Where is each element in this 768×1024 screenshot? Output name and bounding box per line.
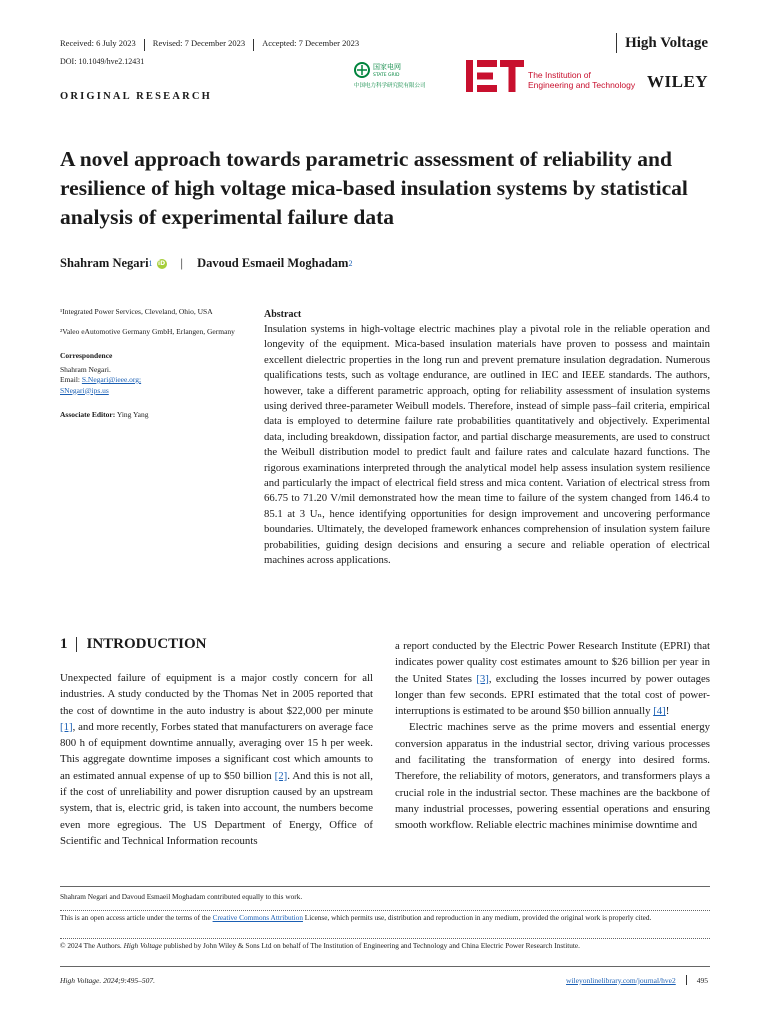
license-link[interactable]: Creative Commons Attribution: [212, 913, 303, 922]
section-title: INTRODUCTION: [86, 636, 207, 652]
author-2[interactable]: Davoud Esmaeil Moghadam: [197, 256, 349, 270]
sg-en-text: STATE GRID: [373, 73, 400, 78]
author-separator: |: [180, 256, 184, 270]
text-run: License, which permits use, distribution and reproduction in any medium, provided the original work is properly cited.: [302, 913, 652, 922]
text-run: © 2024 The Authors.: [60, 941, 124, 950]
email-link-2[interactable]: SNegari@ips.us: [60, 385, 109, 395]
journal-title: High Voltage: [625, 34, 708, 51]
section-tag: ORIGINAL RESEARCH: [60, 91, 213, 102]
doi[interactable]: DOI: 10.1049/hve2.12431: [60, 57, 145, 66]
state-grid-logo: [352, 60, 462, 90]
divider: [616, 33, 617, 53]
citation-info: High Voltage. 2024;9:495–507.: [60, 976, 155, 985]
author-2-affiliation[interactable]: 2: [348, 259, 353, 268]
sg-cn-text: 国家电网: [373, 63, 401, 71]
text-run: , excluding the losses incurred by power outages longer than few seconds. EPRI estimated that the total cost of power-interruptions is estimated to be around $50 billion annually: [395, 672, 710, 718]
correspondence-label: Correspondence: [60, 351, 113, 360]
affiliations: [60, 307, 250, 430]
body-column-2: [395, 638, 710, 834]
journal-name: [616, 33, 708, 53]
wiley-logo: WILEY: [647, 72, 709, 91]
paragraph-2: Electric machines serve as the prime movers and essential energy conversion apparatus in the industrial sector, driving various processes and facilitating the transformation of energy into desired forms. Therefore, the reliability of motors, generators, and transformers plays a crucial role in the industrial sector. These machines are the backbone of many industrial processes, powering essential operations and ensuring smooth workflow. Reliable electric machines minimise downtime and: [395, 721, 710, 832]
iet-line2: Engineering and Technology: [528, 80, 636, 90]
divider: [144, 39, 145, 51]
paragraph-1: [60, 670, 373, 849]
state-grid-icon: [352, 60, 462, 90]
journal-italic: High Voltage: [123, 941, 162, 950]
citation-link[interactable]: [2]: [274, 769, 288, 782]
iet-logo: [466, 59, 636, 93]
text-run: . And this is not all, if the cost of unreliability and power disruption caused by an upstream system, that is, electric grid, is taken into account, the numbers become even more egregious. The US Department of Energy, Office of Scientific and Technical Information recounts: [60, 769, 373, 847]
footnote-rule: [60, 886, 710, 887]
footnote-divider: [60, 910, 710, 911]
text-run: a report conducted by the Electric Power Research Institute (EPRI) that indicates power quality cost estimates amount to $26 billion per year in the United States: [395, 640, 710, 685]
abstract: [264, 309, 710, 569]
email-label: Email:: [60, 375, 80, 384]
author-1[interactable]: Shahram Negari: [60, 256, 149, 270]
text-run: This is an open access article under the terms of the: [60, 913, 213, 922]
license-note: [60, 913, 710, 924]
received-date: Received: 6 July 2023: [60, 38, 136, 48]
body-column-1: [60, 670, 373, 849]
iet-line1: The Institution of: [528, 70, 591, 80]
text-run: published by John Wiley & Sons Ltd on behalf of The Institution of Engineering and Technology and China Electric Power Research Institute.: [161, 941, 580, 950]
author-list: [60, 256, 352, 271]
page-number: 495: [696, 975, 708, 985]
affiliation-1: ¹Integrated Power Services, Cleveland, Ohio, USA: [60, 307, 213, 316]
email-link-1[interactable]: S.Negari@ieee.org;: [81, 375, 142, 384]
citation-link[interactable]: [1]: [60, 720, 73, 733]
citation-link[interactable]: [3]: [476, 672, 489, 685]
copyright-note: [60, 941, 710, 952]
section-heading: [60, 636, 207, 653]
article-title: A novel approach towards parametric assessment of reliability and resilience of high voltage mica-based insulation systems by statistical analysis of experimental failure data: [60, 147, 688, 229]
footnote-divider: [60, 938, 710, 939]
sg-sub-text: 中国电力科学研究院有限公司: [354, 83, 426, 89]
revised-date: Revised: 7 December 2023: [152, 38, 246, 48]
editor-label: Associate Editor:: [60, 410, 116, 419]
journal-url[interactable]: wileyonlinelibrary.com/journal/hve2: [566, 975, 676, 985]
text-run: , and more recently, Forbes stated that manufacturers on average face 800 h of equipment downtime annually, averaging over 15 h per week. This aggregate downtime imposes a significant cost which amounts to an estimated annual expense of up to $50 billion: [60, 720, 373, 782]
citation-link[interactable]: [4]: [653, 705, 666, 718]
affiliation-2: ²Valeo eAutomotive Germany GmbH, Erlangen, Germany: [60, 326, 235, 336]
article-dates: [60, 38, 359, 50]
text-run: !: [665, 705, 670, 718]
paragraph-1-cont: [395, 638, 710, 719]
page-footer-right: [566, 975, 708, 985]
divider: [686, 975, 687, 985]
divider: [76, 637, 77, 652]
author-1-affiliation[interactable]: 1: [148, 259, 153, 268]
orcid-icon[interactable]: iD: [158, 259, 166, 267]
correspondence-name: Shahram Negari.: [60, 364, 111, 374]
page-footer-rule: [60, 966, 710, 967]
abstract-heading: Abstract: [264, 309, 302, 320]
accepted-date: Accepted: 7 December 2023: [262, 38, 360, 48]
abstract-text: Insulation systems in high-voltage electric machines play a pivotal role in the reliable operation and longevity of the equipment. Mica-based insulation materials have proven to possess and maintain excellent dielectric properties in the long run and prevent premature insulation degradation. Numerous qualifications tests, such as voltage endurance, are outlined in IEC and IEEE standards. The authors, however, take a different parametric approach, opting for reliability assessment of insulation systems using derived three-parameter Weibull models. Therefore, instead of simple pass–fail criteria, empirical data is employed to determine failure rate probabilities quantitatively and objectively. Experimental data, including breakdown, dissipation factor, and partial discharge measurements, are used to construct the Weibull distribution model to predict fault and failure rates and calculate hazard functions. The rigorous examinations interpreted through the analytical model help assess insulation system resilience and particularly the impact of electrical field stress and mica content. Variation of electrical stress from 66.75 to 71.20 V/mil demonstrated how the mean time to failure of the system changed from 146.4 to 85.1 at 3 Uₙ, hence identifying opportunities for design improvement and uncovering performance boundaries. Ultimately, the developed framework enhances comprehension of insulation system failure probabilities, guiding design decisions and ensuring a secure and reliable operation of electrical machines across applications.: [264, 323, 710, 567]
contribution-note: Shahram Negari and Davoud Esmaeil Moghadam contributed equally to this work.: [60, 892, 303, 901]
text-run: Unexpected failure of equipment is a major costly concern for all industries. A study conducted by the Thomas Net in 2005 reported that the cost of downtime in the auto industry is about $22,000 per minute: [60, 672, 373, 717]
iet-icon: [466, 59, 636, 93]
editor-name: Ying Yang: [116, 410, 149, 419]
divider: [253, 39, 254, 51]
section-number: 1: [60, 636, 68, 652]
